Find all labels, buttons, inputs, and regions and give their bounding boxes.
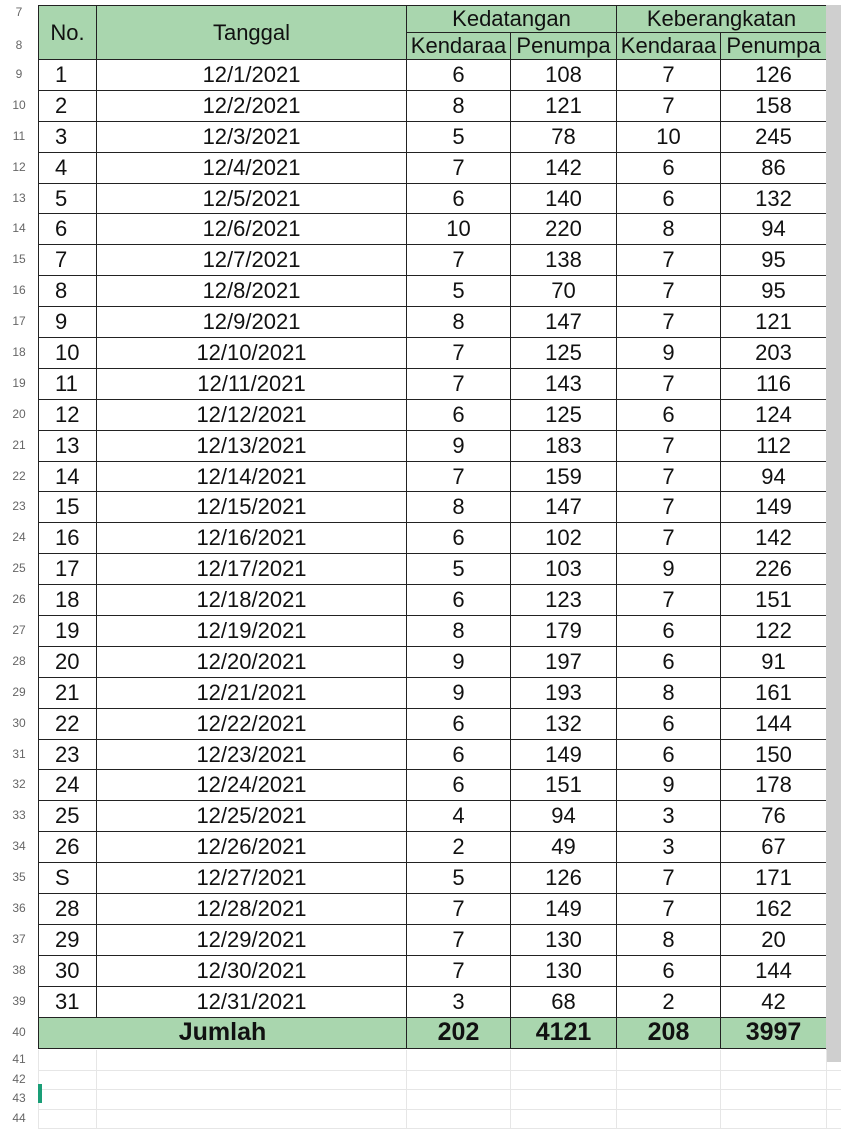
cell-tanggal[interactable]: 12/7/2021 [97,245,407,276]
cell-keberangkatan-kendaraan[interactable]: 7 [617,492,721,523]
cell-kedatangan-penumpang[interactable]: 138 [511,245,617,276]
empty-col-line [720,1050,721,1129]
total-row [39,1017,827,1048]
cell-tanggal[interactable]: 12/27/2021 [97,863,407,894]
cell-no[interactable]: 16 [39,523,97,554]
table-row [39,368,827,399]
cell-kedatangan-kendaraan[interactable]: 5 [407,554,511,585]
table-row [39,399,827,430]
row-number[interactable]: 17 [12,314,26,328]
cell-kedatangan-penumpang[interactable]: 143 [511,368,617,399]
cell-kedatangan-penumpang[interactable]: 78 [511,121,617,152]
cell-keberangkatan-penumpang[interactable]: 94 [721,461,827,492]
cell-kedatangan-penumpang[interactable]: 140 [511,183,617,214]
cell-keberangkatan-penumpang[interactable]: 116 [721,368,827,399]
row-number[interactable]: 9 [15,67,23,81]
cell-kedatangan-kendaraan[interactable]: 9 [407,646,511,677]
cell-kedatangan-kendaraan[interactable]: 6 [407,60,511,91]
cell-kedatangan-kendaraan[interactable]: 5 [407,121,511,152]
cell-no[interactable]: 23 [39,739,97,770]
cell-keberangkatan-penumpang[interactable]: 112 [721,430,827,461]
cell-kedatangan-penumpang[interactable]: 132 [511,708,617,739]
row-number[interactable]: 31 [12,747,26,761]
table-row [39,894,827,925]
cell-kedatangan-kendaraan[interactable]: 6 [407,708,511,739]
row-number-column [0,0,38,1142]
cell-kedatangan-kendaraan[interactable]: 10 [407,214,511,245]
cell-tanggal[interactable]: 12/13/2021 [97,430,407,461]
cell-tanggal[interactable]: 12/25/2021 [97,801,407,832]
cell-kedatangan-kendaraan[interactable]: 8 [407,90,511,121]
cell-tanggal[interactable]: 12/18/2021 [97,585,407,616]
header-kedatangan-kendaraan[interactable]: Kendaraa [407,33,511,60]
row-number[interactable]: 16 [12,283,26,297]
table-row [39,770,827,801]
cell-keberangkatan-penumpang[interactable]: 144 [721,955,827,986]
cell-kedatangan-kendaraan[interactable]: 6 [407,399,511,430]
cell-keberangkatan-kendaraan[interactable]: 3 [617,832,721,863]
cell-kedatangan-penumpang[interactable]: 126 [511,863,617,894]
row-number[interactable]: 7 [15,5,23,19]
cell-keberangkatan-kendaraan[interactable]: 7 [617,430,721,461]
cell-kedatangan-penumpang[interactable]: 70 [511,276,617,307]
cell-no[interactable]: 28 [39,894,97,925]
cell-keberangkatan-kendaraan[interactable]: 7 [617,245,721,276]
cell-keberangkatan-penumpang[interactable]: 91 [721,646,827,677]
row-number[interactable]: 23 [12,499,26,513]
cell-kedatangan-kendaraan[interactable]: 7 [407,461,511,492]
total-label[interactable]: Jumlah [39,1017,407,1048]
cell-kedatangan-kendaraan[interactable]: 7 [407,152,511,183]
cell-keberangkatan-kendaraan[interactable]: 6 [617,183,721,214]
row-number[interactable]: 14 [12,221,26,235]
row-number[interactable]: 11 [12,129,26,143]
cell-keberangkatan-kendaraan[interactable]: 7 [617,585,721,616]
table-row [39,307,827,338]
cell-keberangkatan-penumpang[interactable]: 203 [721,338,827,369]
cell-keberangkatan-kendaraan[interactable]: 7 [617,368,721,399]
cell-tanggal[interactable]: 12/20/2021 [97,646,407,677]
cell-keberangkatan-kendaraan[interactable]: 6 [617,646,721,677]
row-number[interactable]: 20 [12,407,26,421]
cell-kedatangan-penumpang[interactable]: 159 [511,461,617,492]
cell-no[interactable]: 11 [39,368,97,399]
row-number[interactable]: 15 [12,252,26,266]
cell-keberangkatan-kendaraan[interactable]: 7 [617,307,721,338]
cell-kedatangan-penumpang[interactable]: 183 [511,430,617,461]
cell-no[interactable]: 2 [39,90,97,121]
cell-kedatangan-kendaraan[interactable]: 7 [407,955,511,986]
cell-tanggal[interactable]: 12/2/2021 [97,90,407,121]
cell-keberangkatan-penumpang[interactable]: 132 [721,183,827,214]
total-kedatangan-penumpang[interactable]: 4121 [511,1017,617,1048]
cell-keberangkatan-penumpang[interactable]: 121 [721,307,827,338]
cell-kedatangan-kendaraan[interactable]: 7 [407,368,511,399]
cell-kedatangan-kendaraan[interactable]: 5 [407,863,511,894]
cell-tanggal[interactable]: 12/12/2021 [97,399,407,430]
cell-kedatangan-kendaraan[interactable]: 7 [407,245,511,276]
cell-keberangkatan-kendaraan[interactable]: 7 [617,523,721,554]
cell-tanggal[interactable]: 12/30/2021 [97,955,407,986]
table-row [39,90,827,121]
row-number[interactable]: 41 [12,1052,26,1066]
cell-no[interactable]: 17 [39,554,97,585]
table-row [39,677,827,708]
row-number[interactable]: 30 [12,716,26,730]
cell-tanggal[interactable]: 12/16/2021 [97,523,407,554]
row-number[interactable]: 25 [12,561,26,575]
row-number[interactable]: 19 [12,376,26,390]
cell-kedatangan-penumpang[interactable]: 125 [511,399,617,430]
table-row [39,492,827,523]
cell-tanggal[interactable]: 12/28/2021 [97,894,407,925]
cell-keberangkatan-kendaraan[interactable]: 9 [617,554,721,585]
row-number[interactable]: 12 [12,160,26,174]
cell-kedatangan-kendaraan[interactable]: 6 [407,770,511,801]
cell-kedatangan-penumpang[interactable]: 108 [511,60,617,91]
cell-kedatangan-penumpang[interactable]: 103 [511,554,617,585]
cell-kedatangan-kendaraan[interactable]: 5 [407,276,511,307]
cell-kedatangan-penumpang[interactable]: 94 [511,801,617,832]
row-number[interactable]: 36 [12,901,26,915]
row-number[interactable]: 21 [12,438,26,452]
table-row [39,60,827,91]
header-keberangkatan-kendaraan[interactable]: Kendaraa [617,33,721,60]
cell-tanggal[interactable]: 12/3/2021 [97,121,407,152]
cell-keberangkatan-penumpang[interactable]: 20 [721,924,827,955]
cell-kedatangan-penumpang[interactable]: 220 [511,214,617,245]
cell-no[interactable]: 21 [39,677,97,708]
cell-kedatangan-penumpang[interactable]: 197 [511,646,617,677]
cell-no[interactable]: 31 [39,986,97,1017]
cell-kedatangan-kendaraan[interactable]: 7 [407,894,511,925]
cell-keberangkatan-penumpang[interactable]: 158 [721,90,827,121]
row-number[interactable]: 28 [12,654,26,668]
cell-keberangkatan-penumpang[interactable]: 122 [721,616,827,647]
table-row [39,554,827,585]
cell-no[interactable]: 30 [39,955,97,986]
cell-kedatangan-kendaraan[interactable]: 9 [407,677,511,708]
cell-tanggal[interactable]: 12/26/2021 [97,832,407,863]
cell-kedatangan-kendaraan[interactable]: 6 [407,523,511,554]
cell-kedatangan-penumpang[interactable]: 130 [511,955,617,986]
cell-tanggal[interactable]: 12/14/2021 [97,461,407,492]
row-number[interactable]: 29 [12,685,26,699]
cell-no[interactable]: 20 [39,646,97,677]
cell-keberangkatan-penumpang[interactable]: 95 [721,245,827,276]
cell-no[interactable]: 25 [39,801,97,832]
cell-tanggal[interactable]: 12/22/2021 [97,708,407,739]
cell-keberangkatan-penumpang[interactable]: 151 [721,585,827,616]
cell-tanggal[interactable]: 12/17/2021 [97,554,407,585]
cell-keberangkatan-kendaraan[interactable]: 7 [617,276,721,307]
cell-no[interactable]: 3 [39,121,97,152]
cell-keberangkatan-kendaraan[interactable]: 6 [617,152,721,183]
cell-no[interactable]: S [39,863,97,894]
total-kedatangan-kendaraan[interactable]: 202 [407,1017,511,1048]
cell-keberangkatan-penumpang[interactable]: 171 [721,863,827,894]
cell-no[interactable]: 6 [39,214,97,245]
cell-tanggal[interactable]: 12/1/2021 [97,60,407,91]
cell-no[interactable]: 4 [39,152,97,183]
cell-kedatangan-kendaraan[interactable]: 8 [407,307,511,338]
cell-no[interactable]: 1 [39,60,97,91]
cell-no[interactable]: 22 [39,708,97,739]
cell-tanggal[interactable]: 12/11/2021 [97,368,407,399]
cell-tanggal[interactable]: 12/31/2021 [97,986,407,1017]
row-number[interactable]: 26 [12,592,26,606]
cell-keberangkatan-penumpang[interactable]: 42 [721,986,827,1017]
table-row [39,863,827,894]
cell-kedatangan-kendaraan[interactable]: 7 [407,924,511,955]
table-row [39,276,827,307]
cell-tanggal[interactable]: 12/23/2021 [97,739,407,770]
header-keberangkatan-penumpang[interactable]: Penumpa [721,33,827,60]
table-row [39,646,827,677]
cell-keberangkatan-kendaraan[interactable]: 7 [617,894,721,925]
cell-kedatangan-penumpang[interactable]: 142 [511,152,617,183]
cell-kedatangan-penumpang[interactable]: 147 [511,307,617,338]
cell-kedatangan-penumpang[interactable]: 125 [511,338,617,369]
cell-kedatangan-kendaraan[interactable]: 2 [407,832,511,863]
table-row [39,832,827,863]
cell-kedatangan-kendaraan[interactable]: 4 [407,801,511,832]
cell-keberangkatan-kendaraan[interactable]: 9 [617,338,721,369]
cell-kedatangan-penumpang[interactable]: 179 [511,616,617,647]
cell-tanggal[interactable]: 12/29/2021 [97,924,407,955]
cell-kedatangan-kendaraan[interactable]: 6 [407,585,511,616]
cell-kedatangan-penumpang[interactable]: 151 [511,770,617,801]
cell-keberangkatan-kendaraan[interactable]: 7 [617,461,721,492]
row-number[interactable]: 22 [12,469,26,483]
cell-keberangkatan-kendaraan[interactable]: 9 [617,770,721,801]
row-number[interactable]: 38 [12,963,26,977]
cell-no[interactable]: 14 [39,461,97,492]
cell-keberangkatan-penumpang[interactable]: 245 [721,121,827,152]
cell-no[interactable]: 26 [39,832,97,863]
cell-keberangkatan-penumpang[interactable]: 162 [721,894,827,925]
row-number[interactable]: 32 [12,777,26,791]
cell-keberangkatan-penumpang[interactable]: 178 [721,770,827,801]
cell-kedatangan-penumpang[interactable]: 123 [511,585,617,616]
cell-tanggal[interactable]: 12/9/2021 [97,307,407,338]
cell-keberangkatan-kendaraan[interactable]: 6 [617,955,721,986]
row-number[interactable]: 39 [12,994,26,1008]
row-number[interactable]: 43 [12,1091,26,1105]
header-kedatangan[interactable]: Kedatangan [407,6,617,33]
row-number[interactable]: 8 [15,38,23,52]
cell-keberangkatan-penumpang[interactable]: 86 [721,152,827,183]
cell-kedatangan-penumpang[interactable]: 149 [511,739,617,770]
row-number[interactable]: 18 [12,345,26,359]
data-table [38,5,827,1049]
cell-kedatangan-penumpang[interactable]: 121 [511,90,617,121]
row-number[interactable]: 34 [12,839,26,853]
table-row [39,152,827,183]
cell-kedatangan-kendaraan[interactable]: 6 [407,183,511,214]
cell-keberangkatan-penumpang[interactable]: 142 [721,523,827,554]
cell-keberangkatan-penumpang[interactable]: 124 [721,399,827,430]
cell-no[interactable]: 29 [39,924,97,955]
row-number[interactable]: 24 [12,530,26,544]
cell-keberangkatan-penumpang[interactable]: 76 [721,801,827,832]
header-kedatangan-penumpang[interactable]: Penumpa [511,33,617,60]
cell-keberangkatan-kendaraan[interactable]: 10 [617,121,721,152]
total-keberangkatan-kendaraan[interactable]: 208 [617,1017,721,1048]
cell-tanggal[interactable]: 12/5/2021 [97,183,407,214]
header-keberangkatan[interactable]: Keberangkatan [617,6,827,33]
cell-kedatangan-penumpang[interactable]: 49 [511,832,617,863]
cell-no[interactable]: 15 [39,492,97,523]
cell-keberangkatan-penumpang[interactable]: 67 [721,832,827,863]
table-row [39,523,827,554]
cell-kedatangan-penumpang[interactable]: 102 [511,523,617,554]
cell-keberangkatan-kendaraan[interactable]: 8 [617,677,721,708]
table-row [39,461,827,492]
cell-keberangkatan-kendaraan[interactable]: 3 [617,801,721,832]
row-number[interactable]: 42 [12,1071,26,1086]
cell-keberangkatan-penumpang[interactable]: 150 [721,739,827,770]
cell-keberangkatan-kendaraan[interactable]: 7 [617,60,721,91]
cell-kedatangan-kendaraan[interactable]: 8 [407,616,511,647]
cell-tanggal[interactable]: 12/10/2021 [97,338,407,369]
cell-tanggal[interactable]: 12/8/2021 [97,276,407,307]
cell-kedatangan-penumpang[interactable]: 130 [511,924,617,955]
cell-kedatangan-kendaraan[interactable]: 7 [407,338,511,369]
cell-keberangkatan-kendaraan[interactable]: 8 [617,924,721,955]
cell-tanggal[interactable]: 12/6/2021 [97,214,407,245]
table-row [39,585,827,616]
cell-keberangkatan-penumpang[interactable]: 149 [721,492,827,523]
cell-kedatangan-kendaraan[interactable]: 3 [407,986,511,1017]
cell-kedatangan-kendaraan[interactable]: 6 [407,739,511,770]
cell-tanggal[interactable]: 12/4/2021 [97,152,407,183]
row-number[interactable]: 27 [12,623,26,637]
cell-kedatangan-penumpang[interactable]: 149 [511,894,617,925]
table-row [39,214,827,245]
table-row [39,986,827,1017]
empty-col-line [96,1050,97,1129]
row-number[interactable]: 35 [12,870,26,884]
table-row [39,245,827,276]
table-row [39,708,827,739]
cell-no[interactable]: 10 [39,338,97,369]
cell-keberangkatan-penumpang[interactable]: 161 [721,677,827,708]
total-keberangkatan-penumpang[interactable]: 3997 [721,1017,827,1048]
selection-cursor[interactable] [38,1084,42,1103]
cell-no[interactable]: 5 [39,183,97,214]
cell-no[interactable]: 7 [39,245,97,276]
row-number[interactable]: 40 [12,1025,26,1039]
cell-kedatangan-penumpang[interactable]: 147 [511,492,617,523]
cell-keberangkatan-kendaraan[interactable]: 6 [617,616,721,647]
cell-tanggal[interactable]: 12/21/2021 [97,677,407,708]
cell-no[interactable]: 18 [39,585,97,616]
row-number[interactable]: 44 [12,1110,26,1125]
table-row [39,924,827,955]
cell-keberangkatan-kendaraan[interactable]: 6 [617,708,721,739]
row-number[interactable]: 37 [12,932,26,946]
table-row [39,955,827,986]
empty-col-line [616,1050,617,1129]
header-no[interactable]: No. [39,6,97,60]
cell-keberangkatan-kendaraan[interactable]: 7 [617,863,721,894]
cell-keberangkatan-penumpang[interactable]: 95 [721,276,827,307]
header-tanggal[interactable]: Tanggal [97,6,407,60]
empty-col-line [510,1050,511,1129]
cell-no[interactable]: 12 [39,399,97,430]
cell-no[interactable]: 8 [39,276,97,307]
cell-keberangkatan-kendaraan[interactable]: 6 [617,739,721,770]
cell-keberangkatan-penumpang[interactable]: 126 [721,60,827,91]
cell-kedatangan-kendaraan[interactable]: 9 [407,430,511,461]
cell-kedatangan-penumpang[interactable]: 68 [511,986,617,1017]
table-row [39,121,827,152]
row-number[interactable]: 10 [12,98,26,112]
empty-col-line [406,1050,407,1129]
cell-keberangkatan-kendaraan[interactable]: 7 [617,90,721,121]
cell-keberangkatan-kendaraan[interactable]: 8 [617,214,721,245]
cell-keberangkatan-penumpang[interactable]: 144 [721,708,827,739]
cell-tanggal[interactable]: 12/15/2021 [97,492,407,523]
cell-no[interactable]: 19 [39,616,97,647]
column-shade [826,5,841,1062]
cell-no[interactable]: 24 [39,770,97,801]
cell-keberangkatan-kendaraan[interactable]: 6 [617,399,721,430]
table-row [39,739,827,770]
cell-tanggal[interactable]: 12/24/2021 [97,770,407,801]
row-number[interactable]: 33 [12,808,26,822]
cell-kedatangan-kendaraan[interactable]: 8 [407,492,511,523]
cell-keberangkatan-penumpang[interactable]: 94 [721,214,827,245]
cell-no[interactable]: 13 [39,430,97,461]
cell-no[interactable]: 9 [39,307,97,338]
cell-tanggal[interactable]: 12/19/2021 [97,616,407,647]
table-row [39,616,827,647]
cell-keberangkatan-kendaraan[interactable]: 2 [617,986,721,1017]
table-row [39,801,827,832]
row-number[interactable]: 13 [12,191,26,205]
table-row [39,183,827,214]
table-row [39,338,827,369]
cell-keberangkatan-penumpang[interactable]: 226 [721,554,827,585]
cell-kedatangan-penumpang[interactable]: 193 [511,677,617,708]
empty-col-line [826,1050,827,1129]
table-row [39,430,827,461]
